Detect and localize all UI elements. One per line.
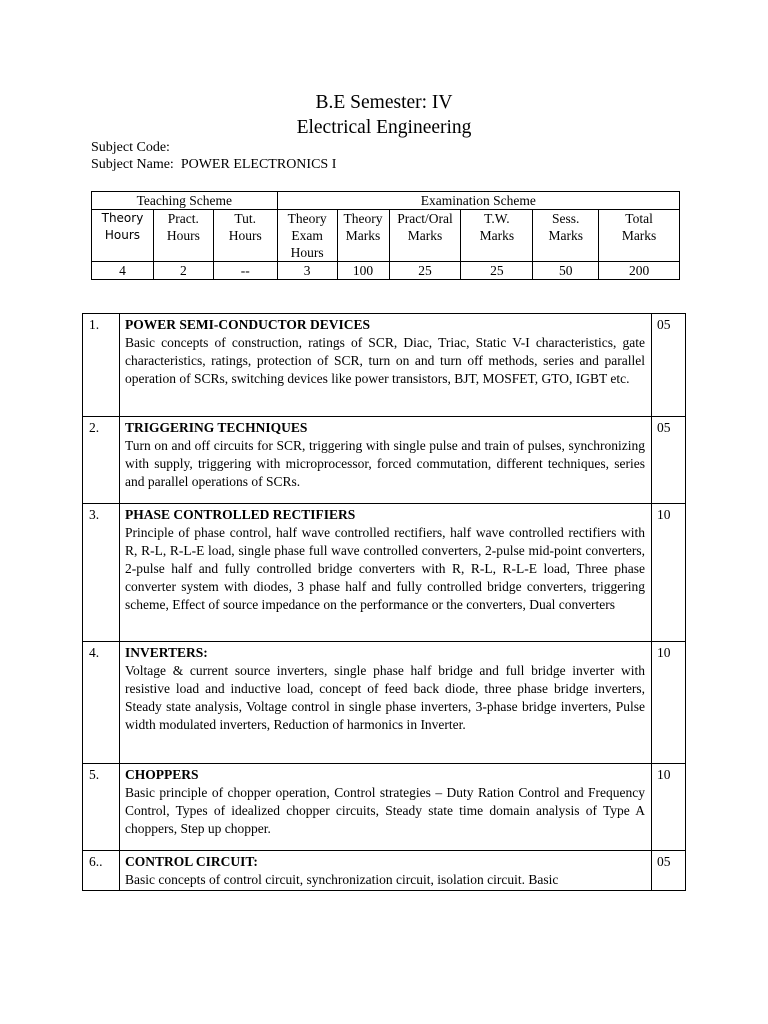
branch-title: Electrical Engineering bbox=[296, 117, 472, 138]
module-body bbox=[120, 764, 652, 851]
value-pract-hours: 2 bbox=[153, 262, 213, 280]
value-total-marks: 200 bbox=[599, 262, 680, 280]
value-sess-marks: 50 bbox=[533, 262, 599, 280]
module-row bbox=[83, 851, 686, 891]
module-content: Basic concepts of control circuit, synchronization circuit, isolation circuit. Basic bbox=[125, 872, 559, 887]
module-body bbox=[120, 504, 652, 642]
scheme-table bbox=[91, 191, 680, 280]
col-pract-oral-marks: Pract/Oral Marks bbox=[389, 210, 461, 262]
col-sess-marks: Sess. Marks bbox=[533, 210, 599, 262]
module-body bbox=[120, 314, 652, 417]
module-hours: 05 bbox=[652, 851, 686, 891]
module-number: 6.. bbox=[83, 851, 120, 891]
scheme-values-row bbox=[92, 262, 680, 280]
scheme-group-header-row bbox=[92, 192, 680, 210]
module-content: Basic principle of chopper operation, Control strategies – Duty Ration Control and Frequency Control, Types of idealized chopper circuits, Steady state time domain analysis of Type A choppers, Step up chopper. bbox=[125, 785, 645, 836]
value-pract-oral-marks: 25 bbox=[389, 262, 461, 280]
module-content: Turn on and off circuits for SCR, triggering with single pulse and train of pulses, synchronizing with supply, triggering with microprocessor, forced commutation, different techniques, series and parallel operations of SCRs. bbox=[125, 438, 645, 489]
module-hours: 05 bbox=[652, 417, 686, 504]
module-row bbox=[83, 642, 686, 764]
value-tw-marks: 25 bbox=[461, 262, 533, 280]
teaching-scheme-header: Teaching Scheme bbox=[92, 192, 278, 210]
value-theory-hours: 4 bbox=[92, 262, 154, 280]
col-total-marks: Total Marks bbox=[599, 210, 680, 262]
module-hours: 10 bbox=[652, 764, 686, 851]
module-hours: 05 bbox=[652, 314, 686, 417]
col-theory-marks: Theory Marks bbox=[337, 210, 389, 262]
syllabus-table bbox=[82, 313, 686, 891]
module-number: 4. bbox=[83, 642, 120, 764]
module-number: 1. bbox=[83, 314, 120, 417]
module-body bbox=[120, 851, 652, 891]
subject-code bbox=[91, 139, 170, 156]
col-pract-hours: Pract. Hours bbox=[153, 210, 213, 262]
module-title: TRIGGERING TECHNIQUES bbox=[125, 420, 308, 435]
value-theory-marks: 100 bbox=[337, 262, 389, 280]
module-number: 3. bbox=[83, 504, 120, 642]
module-hours: 10 bbox=[652, 642, 686, 764]
module-row bbox=[83, 764, 686, 851]
module-row bbox=[83, 417, 686, 504]
col-tut-hours: Tut. Hours bbox=[213, 210, 277, 262]
module-title: INVERTERS: bbox=[125, 645, 208, 660]
module-title: PHASE CONTROLLED RECTIFIERS bbox=[125, 507, 356, 522]
examination-scheme-header: Examination Scheme bbox=[277, 192, 679, 210]
module-number: 2. bbox=[83, 417, 120, 504]
module-title: CHOPPERS bbox=[125, 767, 199, 782]
semester-title: B.E Semester: IV bbox=[315, 92, 453, 113]
module-row bbox=[83, 504, 686, 642]
value-tut-hours: -- bbox=[213, 262, 277, 280]
module-title: POWER SEMI-CONDUCTOR DEVICES bbox=[125, 317, 371, 332]
module-title: CONTROL CIRCUIT: bbox=[125, 854, 258, 869]
module-number: 5. bbox=[83, 764, 120, 851]
module-body bbox=[120, 642, 652, 764]
module-hours: 10 bbox=[652, 504, 686, 642]
subject-code-label: Subject Code: bbox=[91, 140, 170, 155]
col-theory-hours: Theory Hours bbox=[92, 210, 154, 262]
value-theory-exam-hours: 3 bbox=[277, 262, 337, 280]
module-content: Principle of phase control, half wave controlled rectifiers, half wave controlled rectifiers with R, R-L, R-L-E load, single phase full wave controlled converters, 2-pulse mid-point converters, 2-pulse half and fully controlled bridge converters with R, R-L, R-L-E load, Three phase converter system with diodes, 3 phase half and fully controlled bridge converters, triggering scheme, Effect of source impedance on the performance or the converters, Dual converters bbox=[125, 525, 645, 612]
module-content: Basic concepts of construction, ratings of SCR, Diac, Triac, Static V-I characteristics, gate characteristics, ratings, protection of SCR, turn on and turn off methods, series and parallel operation of SCRs, switching devices like power transistors, BJT, MOSFET, GTO, IGBT etc. bbox=[125, 335, 645, 386]
module-body bbox=[120, 417, 652, 504]
col-tw-marks: T.W. Marks bbox=[461, 210, 533, 262]
module-content: Voltage & current source inverters, single phase half bridge and full bridge inverter with resistive load and inductive load, concept of feed back diode, three phase bridge inverters, Steady state analysis, Voltage control in single phase inverters, 3-phase bridge inverters, Pulse width modulated inverters, Reduction of harmonics in Inverter. bbox=[125, 663, 645, 732]
scheme-column-header-row bbox=[92, 210, 680, 262]
module-row bbox=[83, 314, 686, 417]
col-theory-exam-hours: Theory Exam Hours bbox=[277, 210, 337, 262]
subject-name bbox=[91, 156, 336, 173]
subject-name-value: POWER ELECTRONICS I bbox=[180, 157, 337, 172]
subject-name-label: Subject Name: bbox=[91, 157, 174, 172]
